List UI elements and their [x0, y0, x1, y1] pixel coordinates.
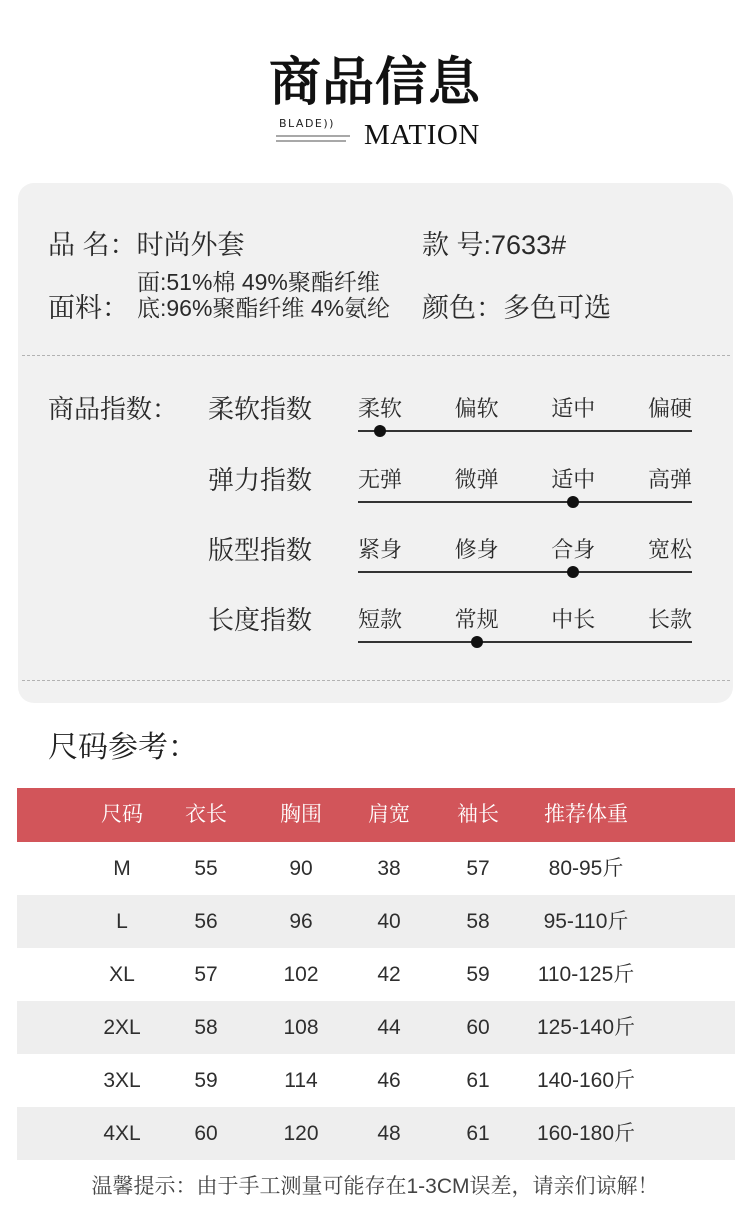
table-cell: 120: [283, 1122, 319, 1145]
table-row: [17, 1054, 735, 1107]
index-scale-line: [358, 571, 692, 573]
table-row: [17, 1107, 735, 1160]
brand-logo: [270, 112, 490, 156]
fabric-lining-line: 底:96%聚酯纤维 4%氨纶: [137, 295, 391, 321]
index-option: 微弹: [454, 467, 499, 492]
index-scale: [358, 464, 692, 510]
table-cell: 46: [377, 1069, 401, 1092]
index-section-title: 商品指数：: [48, 394, 179, 424]
product-name-field: [48, 229, 245, 261]
table-cell: 59: [194, 1069, 218, 1092]
table-cell: 61: [466, 1069, 490, 1092]
table-cell: 110-125斤: [537, 963, 635, 986]
index-option: 无弹: [357, 467, 402, 492]
index-marker-dot: [471, 636, 483, 648]
product-sku-field: [422, 229, 566, 261]
table-cell: 160-180斤: [536, 1122, 636, 1145]
index-name: 弹力指数: [208, 465, 313, 495]
logo-blade-text: BLADE)): [279, 117, 335, 130]
index-row-elasticity: [18, 464, 733, 510]
table-cell: 40: [377, 910, 401, 933]
logo-fineprint: [276, 140, 346, 142]
index-option: 偏硬: [647, 396, 692, 421]
column-header: 袖长: [457, 803, 499, 826]
table-cell: 38: [377, 857, 401, 880]
table-cell: 90: [289, 857, 313, 880]
index-scale-line: [358, 641, 692, 643]
index-row-fit: [18, 534, 733, 580]
index-option: 合身: [551, 537, 596, 562]
index-scale: [358, 534, 692, 580]
table-row: [17, 895, 735, 948]
table-cell: 95-110斤: [543, 910, 629, 933]
table-header-row: [17, 788, 735, 842]
index-option: 短款: [357, 607, 402, 632]
table-cell: 125-140斤: [536, 1016, 636, 1039]
index-option: 适中: [551, 467, 596, 492]
column-header: 尺码: [101, 803, 143, 826]
product-color-label: 颜色：: [422, 293, 503, 323]
product-name-value: 时尚外套: [136, 230, 245, 260]
table-row: [17, 842, 735, 895]
index-scale-line: [358, 501, 692, 503]
table-cell: 60: [194, 1122, 218, 1145]
index-option: 宽松: [647, 537, 692, 562]
index-option: 修身: [454, 537, 499, 562]
index-name: 版型指数: [208, 535, 313, 565]
index-marker-dot: [567, 496, 579, 508]
index-option: 高弹: [647, 467, 692, 492]
table-cell: 60: [466, 1016, 490, 1039]
size-table: [17, 788, 735, 1160]
table-cell: 56: [194, 910, 218, 933]
table-cell: 80-95斤: [548, 857, 624, 880]
product-name-label: 品 名：: [48, 230, 137, 260]
product-color-value: 多色可选: [503, 293, 611, 323]
fabric-outer-line: 面:51%棉 49%聚酯纤维: [137, 269, 380, 295]
table-row: [17, 948, 735, 1001]
index-marker-dot: [567, 566, 579, 578]
table-cell: 96: [289, 910, 313, 933]
table-cell: 4XL: [103, 1122, 141, 1145]
logo-mation-text: MATION: [364, 119, 480, 151]
table-cell: 114: [284, 1069, 318, 1092]
table-cell: 108: [283, 1016, 319, 1039]
index-option: 柔软: [357, 396, 402, 421]
index-marker-dot: [374, 425, 386, 437]
table-cell: 58: [194, 1016, 218, 1039]
table-cell: 44: [377, 1016, 401, 1039]
index-scale: [358, 604, 692, 650]
logo-fineprint: [276, 135, 350, 137]
table-cell: 102: [283, 963, 319, 986]
table-cell: 48: [377, 1122, 401, 1145]
table-cell: M: [113, 857, 131, 880]
fabric-label: 面料：: [48, 293, 129, 323]
index-option: 中长: [551, 607, 596, 632]
index-scale-line: [358, 430, 692, 432]
index-row-length: [18, 604, 733, 650]
index-option: 长款: [647, 607, 692, 632]
table-cell: 59: [466, 963, 490, 986]
table-cell: 42: [377, 963, 401, 986]
column-header: 肩宽: [368, 803, 410, 826]
column-header: 胸围: [280, 803, 322, 826]
dashed-divider: [22, 680, 730, 681]
table-cell: 61: [466, 1122, 490, 1145]
table-cell: 55: [194, 857, 218, 880]
index-scale: [358, 393, 692, 439]
index-option: 偏软: [454, 396, 499, 421]
index-name: 柔软指数: [208, 394, 313, 424]
table-cell: 57: [194, 963, 218, 986]
product-color-field: [422, 292, 611, 324]
page-title: 商品信息: [268, 54, 481, 112]
column-header: 衣长: [185, 803, 227, 826]
product-sku-value: 7633#: [491, 230, 567, 260]
table-cell: 3XL: [103, 1069, 141, 1092]
index-option: 常规: [454, 607, 499, 632]
dashed-divider: [22, 355, 730, 356]
index-row-softness: [18, 393, 733, 439]
table-cell: 58: [466, 910, 490, 933]
index-option: 适中: [551, 396, 596, 421]
product-info-panel: [18, 183, 733, 703]
measurement-note: 温馨提示：由于手工测量可能存在1-3CM误差，请亲们谅解！: [91, 1175, 659, 1198]
table-cell: L: [116, 910, 128, 933]
table-row: [17, 1001, 735, 1054]
product-sku-label: 款 号:: [422, 230, 492, 260]
table-cell: 2XL: [103, 1016, 141, 1039]
column-header: 推荐体重: [544, 803, 628, 826]
size-section-title: 尺码参考：: [48, 731, 198, 764]
table-cell: XL: [109, 963, 135, 986]
table-cell: 57: [466, 857, 490, 880]
table-cell: 140-160斤: [536, 1069, 636, 1092]
index-option: 紧身: [357, 537, 402, 562]
index-name: 长度指数: [208, 605, 313, 635]
